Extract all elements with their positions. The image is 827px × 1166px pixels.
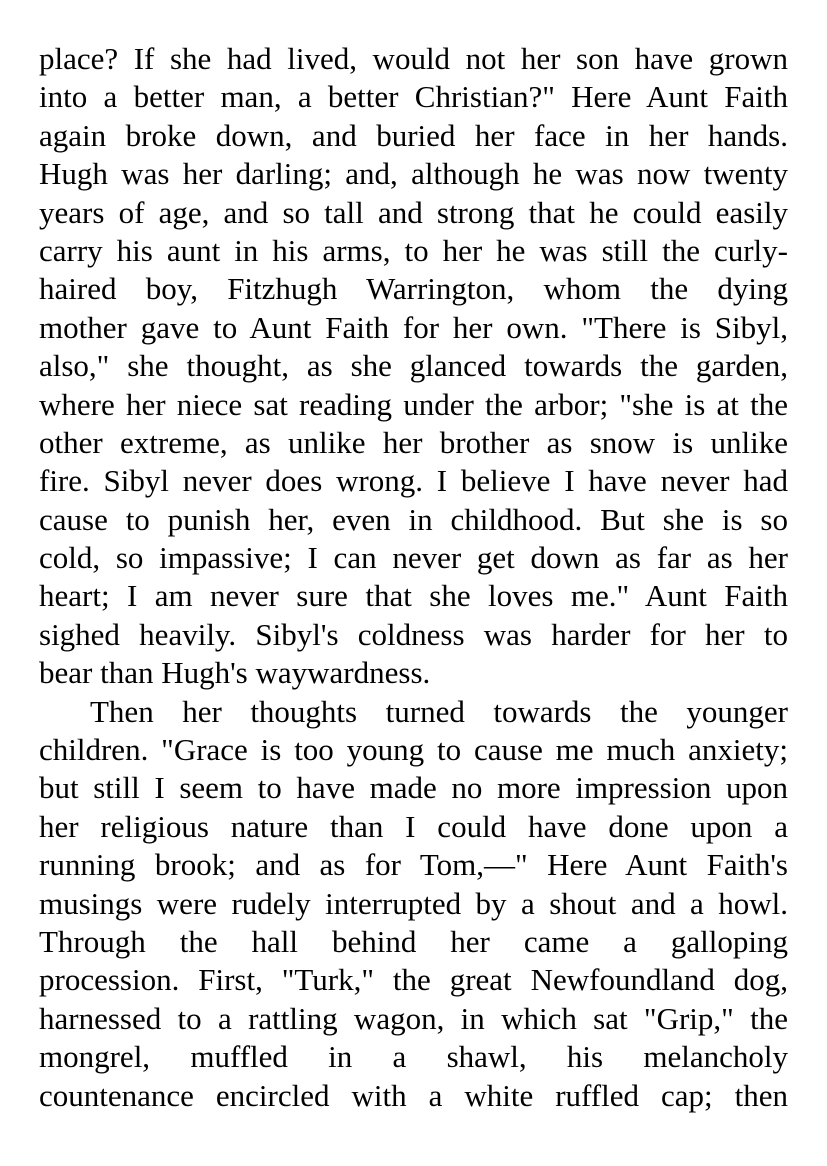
text-line: fire. Sibyl never does wrong. I believe I have never had xyxy=(39,463,788,499)
text-line: years of age, and so tall and strong that he could easily xyxy=(39,194,788,230)
text-line: Hugh was her darling; and, although he was now twenty xyxy=(39,156,788,192)
text-line: musings were rudely interrupted by a shout and a howl. xyxy=(39,885,788,921)
text-line: cause to punish her, even in childhood. But she is so xyxy=(39,501,788,537)
paragraph-2 xyxy=(39,693,788,1115)
text-line: Through the hall behind her came a galloping xyxy=(39,923,788,959)
text-line: Then her thoughts turned towards the younger xyxy=(90,693,788,729)
text-line: sighed heavily. Sibyl's coldness was harder for her to xyxy=(39,616,788,652)
text-line: heart; I am never sure that she loves me." Aunt Faith xyxy=(39,578,788,614)
text-line: mother gave to Aunt Faith for her own. "There is Sibyl, xyxy=(39,309,788,345)
text-line: again broke down, and buried her face in her hands. xyxy=(39,117,788,153)
text-line: children. "Grace is too young to cause me much anxiety; xyxy=(39,732,788,768)
text-line: other extreme, as unlike her brother as snow is unlike xyxy=(39,424,788,460)
text-line: but still I seem to have made no more impression upon xyxy=(39,770,788,806)
text-line: also," she thought, as she glanced towards the garden, xyxy=(39,348,788,384)
text-line: countenance encircled with a white ruffled cap; then xyxy=(39,1077,788,1113)
page-text xyxy=(39,40,788,1115)
paragraph-1 xyxy=(39,40,788,693)
text-line: where her niece sat reading under the arbor; "she is at the xyxy=(39,386,788,422)
text-line: into a better man, a better Christian?" Here Aunt Faith xyxy=(39,79,788,115)
text-line: cold, so impassive; I can never get down as far as her xyxy=(39,540,788,576)
text-line: running brook; and as for Tom,—" Here Aunt Faith's xyxy=(39,847,788,883)
text-line: bear than Hugh's waywardness. xyxy=(39,655,431,691)
text-line: harnessed to a rattling wagon, in which sat "Grip," the xyxy=(39,1000,788,1036)
text-line: procession. First, "Turk," the great Newfoundland dog, xyxy=(39,962,788,998)
text-line: mongrel, muffled in a shawl, his melancholy xyxy=(39,1039,788,1075)
text-line: her religious nature than I could have done upon a xyxy=(39,808,788,844)
text-line: haired boy, Fitzhugh Warrington, whom the dying xyxy=(39,271,788,307)
text-line: carry his aunt in his arms, to her he was still the curly- xyxy=(39,232,788,268)
text-line: place? If she had lived, would not her son have grown xyxy=(39,41,788,76)
